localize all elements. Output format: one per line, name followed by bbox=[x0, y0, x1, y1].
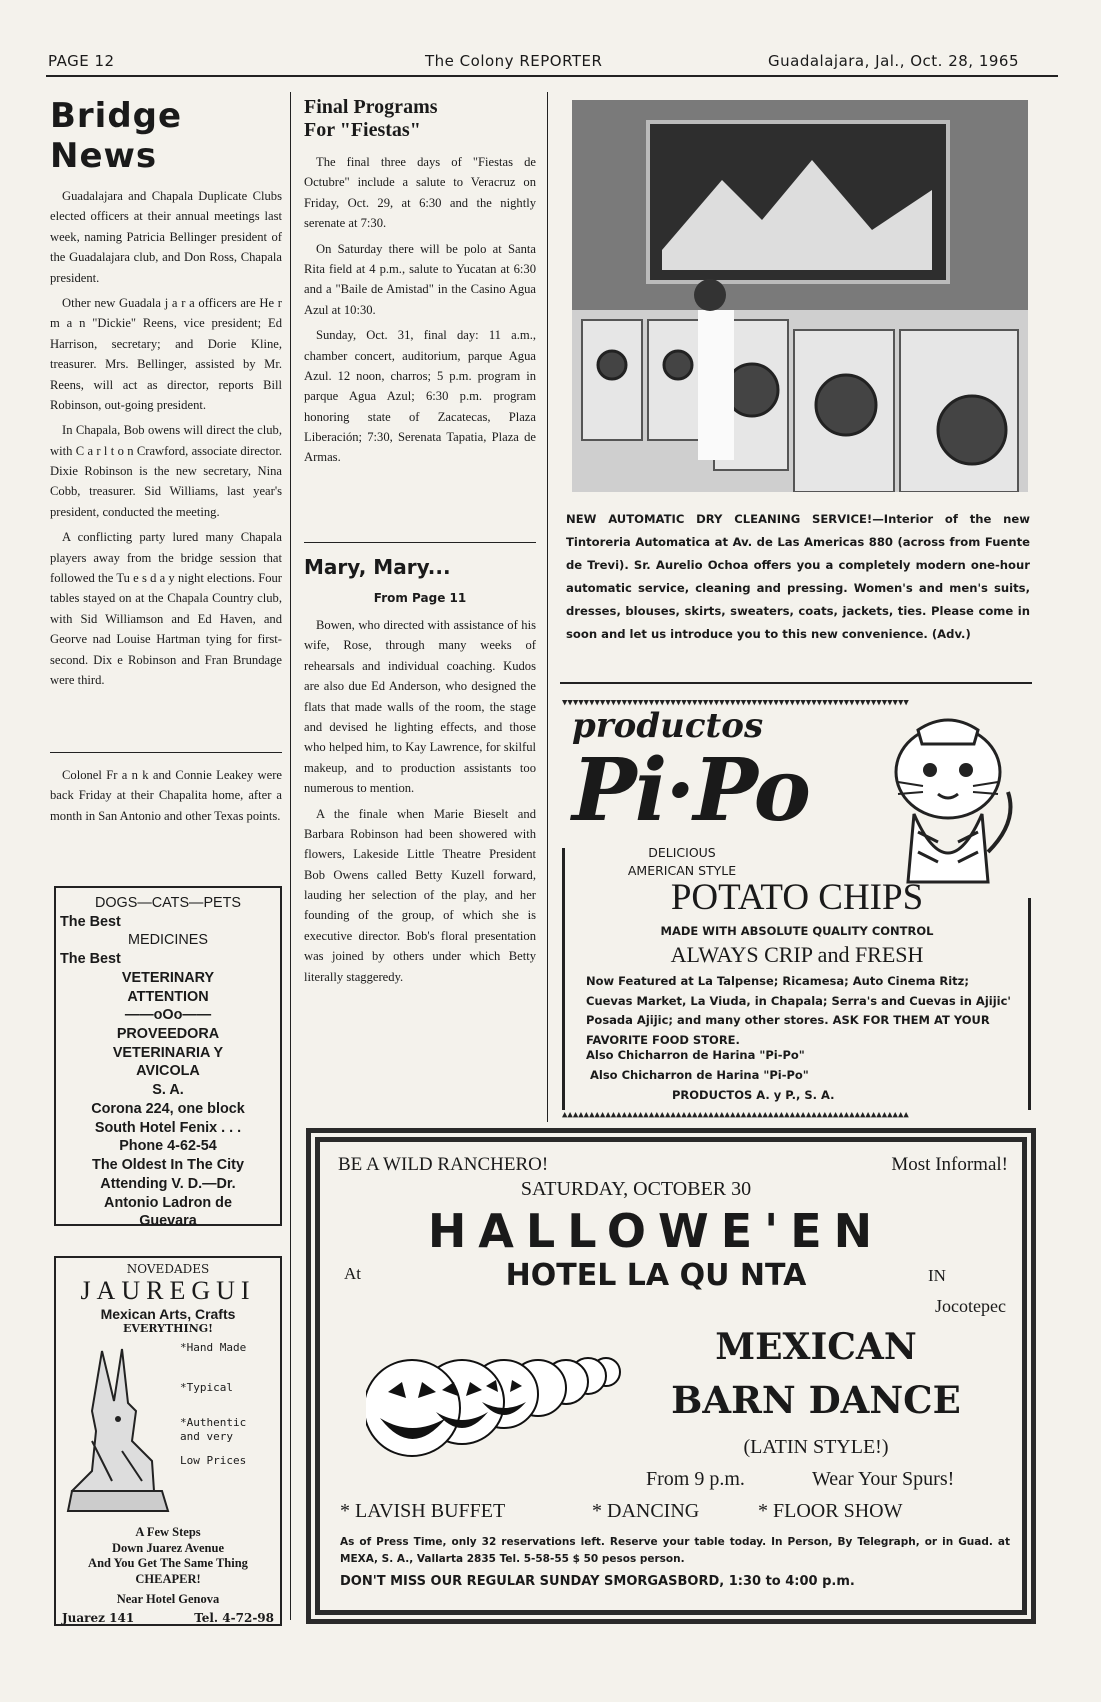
feature: *Authentic bbox=[180, 1415, 247, 1429]
pipo-also: Also Chicharron de Harina "Pi-Po" bbox=[590, 1068, 809, 1082]
photo-caption: NEW AUTOMATIC DRY CLEANING SERVICE!—Interior of the new Tintoreria Automatica at Av. de Las Americas 880 (across from Fuente de Trevi). Sr. Aurelio Ochoa offers you a completely modern one-hour automatic service, cleaning and pressing. Women's and men's suits, dresses, blouses, skirts, sweaters, coats, jackets, ties. Please come in soon and let us introduce you to this new convenience. (Adv.) bbox=[566, 512, 1030, 641]
feature: *Typical bbox=[180, 1381, 233, 1395]
mary-from: From Page 11 bbox=[373, 591, 467, 605]
hw-smorgasbord: DON'T MISS OUR REGULAR SUNDAY SMORGASBORD, 1:30 to 4:00 p.m. bbox=[340, 1574, 855, 1589]
fiestas-title-2: For "Fiestas" bbox=[304, 119, 421, 141]
paragraph: Guadalajara and Chapala Duplicate Clubs elected officers at their annual meetings last week, naming Patricia Bellinger president of the Guadalajara club, and Don Ross, Chapala president. bbox=[50, 189, 282, 285]
divider bbox=[560, 682, 1032, 684]
hw-barn: BARN DANCE bbox=[671, 1378, 961, 1422]
hw-wild: BE A WILD RANCHERO! bbox=[338, 1154, 549, 1175]
pets-ad-line: MEDICINES bbox=[128, 932, 208, 949]
pets-ad-line: VETERINARY bbox=[121, 969, 215, 986]
pipo-delicious: DELICIOUS bbox=[648, 845, 716, 860]
hw-informal: Most Informal! bbox=[891, 1154, 1008, 1175]
pets-ad-line: PROVEEDORA bbox=[116, 1026, 220, 1043]
pets-ad-line: ATTENTION bbox=[127, 988, 209, 1005]
pipo-also: Also Chicharron de Harina "Pi-Po" bbox=[586, 1048, 805, 1062]
jauregui-foot: And You Get The Same Thing bbox=[88, 1556, 248, 1571]
jauregui-sub: Mexican Arts, Crafts bbox=[100, 1306, 236, 1322]
divider bbox=[304, 542, 536, 543]
paragraph: Bowen, who directed with assistance of his wife, Rose, through many weeks of rehearsals and individual coaching. Kudos are also due Ed Anderson, who designed the flats that made walls of the room, the stage and devised he lighting effects, and those who helped him, to Kay Lawrence, for skilful makeup, and to production assistants too numerous to mention. bbox=[304, 618, 536, 796]
column-rule-2 bbox=[547, 92, 548, 1122]
leakey-note bbox=[50, 765, 282, 831]
paragraph: In Chapala, Bob owens will direct the club, with C a r l t o n Crawford, associate director. Dixie Robinson is the new secretary, Nina Cobb, treasurer. Sid Williams, last year's president, conducted the meeting. bbox=[50, 423, 282, 519]
bridge-news-title: Bridge News bbox=[50, 96, 183, 176]
zigzag-border: ▼▼▼▼▼▼▼▼▼▼▼▼▼▼▼▼▼▼▼▼▼▼▼▼▼▼▼▼▼▼▼▼▼▼▼▼▼▼▼▼▼▼▼▼▼▼▼▼▼▼▼▼▼▼▼▼▼▼▼▼▼▼▼▼ bbox=[562, 698, 909, 708]
paragraph: Sunday, Oct. 31, final day: 11 a.m., chamber concert, auditorium, parque Agua Azul. 12 noon, charros; 5 p.m. program in parque Agua Azul; 6:30 p.m. program honoring state of Zacatecas, Plaza Liberación; 7:30, Serenata Tapatia, Plaza de Armas. bbox=[304, 328, 536, 465]
pets-ad-line: ——oOo—— bbox=[124, 1007, 212, 1024]
hw-show: * FLOOR SHOW bbox=[758, 1500, 903, 1522]
page-number: PAGE 12 bbox=[48, 52, 115, 70]
jack-o-lantern-row-icon bbox=[366, 1332, 666, 1462]
hw-latin: (LATIN STYLE!) bbox=[743, 1436, 889, 1458]
header-rule bbox=[46, 75, 1058, 77]
fiestas-title-1: Final Programs bbox=[304, 96, 438, 118]
hw-dancing: * DANCING bbox=[592, 1500, 700, 1522]
pipo-style: AMERICAN STYLE bbox=[627, 862, 737, 878]
pets-ad-line: The Oldest In The City bbox=[92, 1157, 244, 1174]
pets-ad-title: DOGS—CATS—PETS bbox=[94, 895, 242, 911]
dateline: Guadalajara, Jal., Oct. 28, 1965 bbox=[768, 52, 1020, 70]
donkey-figurine-icon bbox=[62, 1341, 172, 1521]
jauregui-sub: EVERYTHING! bbox=[123, 1322, 213, 1335]
feature: Low Prices bbox=[180, 1454, 247, 1468]
hw-spurs: Wear Your Spurs! bbox=[812, 1468, 955, 1490]
jauregui-phone: Tel. 4-72-98 bbox=[194, 1611, 274, 1626]
pipo-quality: MADE WITH ABSOLUTE QUALITY CONTROL bbox=[660, 924, 934, 938]
laundromat-photo-illustration bbox=[572, 100, 1028, 492]
hw-hallow: HALLOWE'EN bbox=[427, 1204, 885, 1258]
tiger-mascot-icon bbox=[878, 702, 1028, 902]
feature: and very bbox=[180, 1429, 233, 1443]
hw-buffet: * LAVISH BUFFET bbox=[340, 1500, 506, 1522]
feature: *Hand Made bbox=[180, 1341, 247, 1354]
pets-ad-line: S. A. bbox=[152, 1082, 184, 1099]
pets-ad-line: Corona 224, one block bbox=[91, 1100, 245, 1117]
pipo-company: PRODUCTOS A. y P., S. A. bbox=[672, 1088, 835, 1102]
pets-ad-line: Antonio Ladron de bbox=[104, 1194, 232, 1211]
paper-name: The Colony REPORTER bbox=[425, 52, 603, 70]
pipo-productos: productos bbox=[572, 706, 764, 746]
pets-ad-line: South Hotel Fenix . . . bbox=[94, 1119, 242, 1136]
paragraph: A the finale when Marie Bieselt and Barbara Robinson had been showered with flowers, Lakeside Little Theatre President Bob Owens called Betty Kuzell forward, lauding her selection of the play, and her founding of the group, of which she is executive director. Bob's floral presentation was joined by others under which Betty literally staggeredy. bbox=[304, 806, 536, 984]
divider bbox=[50, 752, 282, 753]
fiestas-article bbox=[304, 96, 536, 473]
pipo-product: POTATO CHIPS bbox=[670, 877, 924, 918]
paragraph: On Saturday there will be polo at Santa Rita field at 4 p.m., salute to Yucatan at 6:30 and a "Baile de Amistad" in the Casino Agua Azul at 10:30. bbox=[304, 241, 536, 317]
pets-ad-line: The Best bbox=[60, 913, 121, 930]
jauregui-top: NOVEDADES bbox=[126, 1262, 210, 1276]
pipo-ad bbox=[562, 698, 1032, 1120]
paragraph: The final three days of "Fiestas de Octubre" include a salute to Veracruz on Friday, Oct. 29, at 6:30 and the nightly serenate at 7:30. bbox=[304, 155, 536, 231]
pipo-brand: Pi·Po bbox=[572, 740, 809, 841]
dry-cleaning-photo bbox=[572, 100, 1028, 492]
mary-title: Mary, Mary... bbox=[304, 555, 451, 579]
pipo-featured: Now Featured at La Talpense; Ricamesa; Auto Cinema Ritz; Cuevas Market, La Viuda, in Chapala; Serra's and Cuevas in Ajijic' Posada Ajijic; and many other stores. ASK FOR THEM AT YOUR FAVORITE FOOD STORE. bbox=[586, 974, 1011, 1047]
hw-at: At bbox=[344, 1264, 361, 1283]
jauregui-address: Juarez 141 bbox=[62, 1611, 135, 1626]
jauregui-name: JAUREGUI bbox=[80, 1276, 256, 1305]
jauregui-foot: CHEAPER! bbox=[135, 1571, 201, 1586]
hw-date: SATURDAY, OCTOBER 30 bbox=[520, 1178, 752, 1200]
hw-in: IN bbox=[928, 1266, 946, 1285]
pets-ad-line: The Best bbox=[60, 951, 121, 968]
pets-ad-line: Phone 4-62-54 bbox=[119, 1138, 217, 1155]
hw-mexican: MEXICAN bbox=[715, 1326, 917, 1368]
jauregui-ad bbox=[54, 1256, 282, 1626]
mary-body bbox=[304, 615, 536, 987]
pets-ad-line: AVICOLA bbox=[136, 1063, 200, 1080]
jauregui-foot: A Few Steps bbox=[135, 1525, 201, 1539]
pets-ad-line: Guevara bbox=[139, 1213, 197, 1230]
hw-press: As of Press Time, only 32 reservations left. Reserve your table today. In Person, By Telegraph, or in Guad. at MEXA, S. A., Vallarta 2835 Tel. 5-58-55 $ 50 pesos person. bbox=[340, 1536, 1010, 1565]
zigzag-border: ▲▲▲▲▲▲▲▲▲▲▲▲▲▲▲▲▲▲▲▲▲▲▲▲▲▲▲▲▲▲▲▲▲▲▲▲▲▲▲▲▲▲▲▲▲▲▲▲▲▲▲▲▲▲▲▲▲▲▲▲▲▲▲▲ bbox=[562, 1110, 909, 1120]
paragraph: A conflicting party lured many Chapala players away from the bridge session that followed the Tu e s d a y night elections. Four tables stayed on at the Chapala Country club, with Sid Williamson and Ed Haven, and Georve nad Louise Hartman tying for first-second. Dix e Robinson and Fran Brundage were third. bbox=[50, 530, 282, 687]
hw-from: From 9 p.m. bbox=[646, 1468, 745, 1490]
bridge-news-article bbox=[50, 96, 282, 695]
bridge-news-body bbox=[50, 186, 282, 690]
mary-article bbox=[304, 556, 536, 992]
column-rule-1 bbox=[290, 92, 291, 1620]
fiestas-body bbox=[304, 152, 536, 468]
jauregui-near: Near Hotel Genova bbox=[116, 1591, 220, 1606]
hw-town: Jocotepec bbox=[935, 1296, 1006, 1316]
pipo-fresh: ALWAYS CRIP and FRESH bbox=[670, 942, 924, 967]
pets-ad bbox=[54, 886, 282, 1230]
jauregui-foot: Down Juarez Avenue bbox=[111, 1540, 225, 1555]
pets-ad-line: VETERINARIA Y bbox=[112, 1044, 224, 1061]
paragraph: Other new Guadala j a r a officers are He r m a n "Dickie" Reens, vice president; Ed Harrison, secretary; and Dorie Kline, treasurer. Mrs. Bellinger, assisted by Mr. Reens, will act as director, reports Bill Robinson, out-going president. bbox=[50, 295, 282, 412]
pets-ad-line: Attending V. D.—Dr. bbox=[100, 1175, 236, 1192]
hw-hotel: HOTEL LA QU NTA bbox=[505, 1258, 807, 1293]
paragraph: Colonel Fr a n k and Connie Leakey were back Friday at their Chapalita home, after a month in San Antonio and other Texas points. bbox=[50, 768, 282, 823]
halloween-ad bbox=[326, 1146, 1016, 1606]
